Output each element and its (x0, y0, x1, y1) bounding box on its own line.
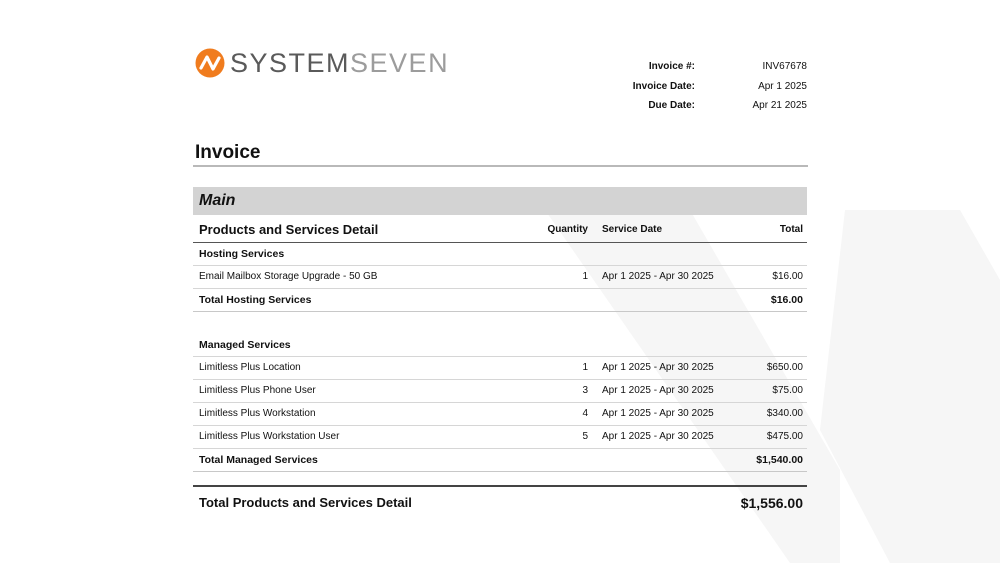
due-date-row (600, 96, 807, 116)
document-title: Invoice (195, 142, 261, 163)
item-quantity: 4 (582, 408, 588, 419)
item-quantity: 1 (582, 362, 588, 373)
item-total: $75.00 (772, 385, 803, 396)
item-total: $650.00 (766, 362, 803, 373)
column-header-service-date: Service Date (602, 224, 663, 235)
item-description: Email Mailbox Storage Upgrade - 50 GB (199, 271, 378, 282)
item-service-date: Apr 1 2025 - Apr 30 2025 (602, 362, 714, 373)
title-divider (193, 165, 808, 167)
subtotal-row (193, 449, 807, 472)
system-seven-logo-icon (195, 48, 225, 78)
subtotal-value: $16.00 (770, 294, 803, 306)
group-spacer (193, 312, 807, 334)
grand-total-label: Total Products and Services Detail (199, 495, 412, 510)
table-row (193, 403, 807, 426)
invoice-date-label: Invoice Date: (632, 80, 695, 92)
item-service-date: Apr 1 2025 - Apr 30 2025 (602, 271, 714, 282)
item-description: Limitless Plus Workstation (199, 408, 316, 419)
table-row (193, 380, 807, 403)
invoice-number-row (600, 57, 807, 77)
item-total: $16.00 (772, 271, 803, 282)
group-header-row (193, 334, 807, 357)
invoice-meta (600, 57, 807, 116)
table-row (193, 266, 807, 289)
invoice-number-value: INV67678 (762, 61, 807, 73)
table-header-row (193, 215, 807, 243)
due-date-value: Apr 21 2025 (752, 100, 807, 112)
table-row (193, 426, 807, 449)
line-items-table (193, 215, 807, 472)
section-title: Main (199, 192, 236, 209)
subtotal-row (193, 289, 807, 312)
subtotal-label: Total Hosting Services (199, 294, 312, 306)
section-header (193, 187, 807, 215)
item-quantity: 5 (582, 431, 588, 442)
subtotal-value: $1,540.00 (756, 454, 803, 466)
subtotal-label: Total Managed Services (199, 454, 318, 466)
table-row (193, 357, 807, 380)
group-name: Hosting Services (199, 248, 285, 260)
grand-total-row (193, 492, 807, 514)
invoice-date-row (600, 77, 807, 97)
item-description: Limitless Plus Workstation User (199, 431, 340, 442)
item-service-date: Apr 1 2025 - Apr 30 2025 (602, 431, 714, 442)
item-service-date: Apr 1 2025 - Apr 30 2025 (602, 385, 714, 396)
column-header-total: Total (779, 224, 803, 235)
item-quantity: 3 (582, 385, 588, 396)
column-header-quantity: Quantity (547, 224, 588, 235)
item-total: $340.00 (766, 408, 803, 419)
group-name: Managed Services (199, 339, 291, 351)
item-quantity: 1 (582, 271, 588, 282)
grand-total-value: $1,556.00 (740, 495, 803, 511)
logo-wordmark (230, 48, 449, 78)
item-description: Limitless Plus Phone User (199, 385, 316, 396)
group-header-row (193, 243, 807, 266)
logo-word-seven: SEVEN (350, 48, 450, 78)
company-logo (195, 48, 449, 78)
due-date-label: Due Date: (648, 100, 695, 112)
item-total: $475.00 (766, 431, 803, 442)
table-title: Products and Services Detail (199, 222, 379, 237)
invoice-number-label: Invoice #: (648, 61, 695, 73)
grand-total-divider (193, 485, 807, 487)
invoice-date-value: Apr 1 2025 (758, 80, 807, 92)
item-service-date: Apr 1 2025 - Apr 30 2025 (602, 408, 714, 419)
logo-word-system: SYSTEM (230, 48, 351, 78)
item-description: Limitless Plus Location (199, 362, 301, 373)
